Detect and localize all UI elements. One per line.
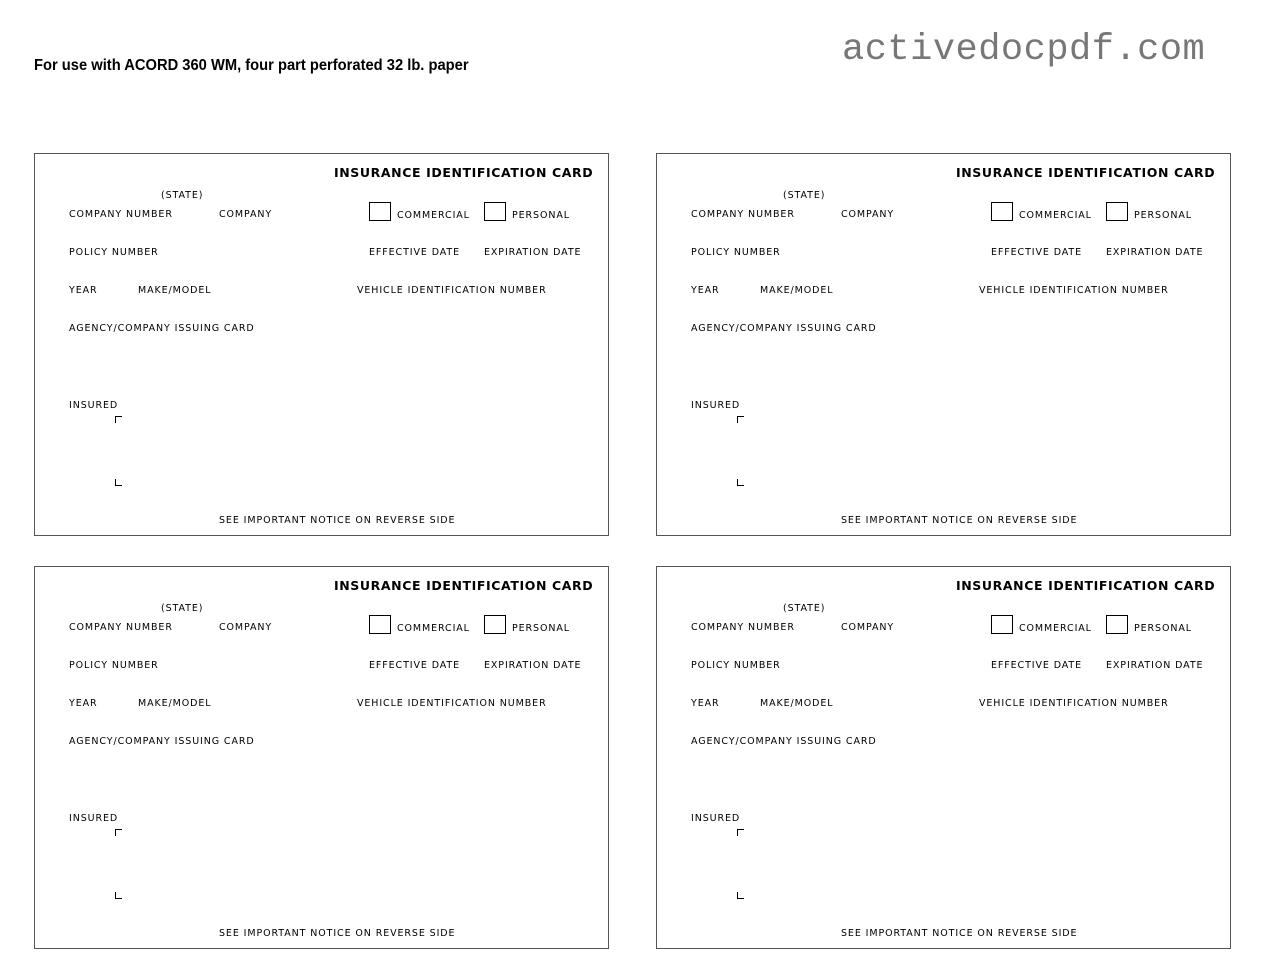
personal-label: PERSONAL <box>512 210 570 221</box>
commercial-label: COMMERCIAL <box>397 210 470 221</box>
company-label: COMPANY <box>841 209 895 220</box>
insured-label: INSURED <box>691 813 741 824</box>
effective-date-label: EFFECTIVE DATE <box>991 247 1083 258</box>
policy-number-label: POLICY NUMBER <box>69 247 159 258</box>
year-label: YEAR <box>691 285 720 296</box>
reverse-side-notice: SEE IMPORTANT NOTICE ON REVERSE SIDE <box>219 515 456 526</box>
company-label: COMPANY <box>219 622 273 633</box>
reverse-side-notice: SEE IMPORTANT NOTICE ON REVERSE SIDE <box>219 928 456 939</box>
address-window-top-corner <box>737 829 744 836</box>
personal-label: PERSONAL <box>512 623 570 634</box>
year-label: YEAR <box>69 698 98 709</box>
commercial-checkbox[interactable] <box>991 202 1013 221</box>
address-window-bottom-corner <box>115 892 122 899</box>
address-window-bottom-corner <box>115 479 122 486</box>
commercial-checkbox[interactable] <box>369 202 391 221</box>
effective-date-label: EFFECTIVE DATE <box>991 660 1083 671</box>
reverse-side-notice: SEE IMPORTANT NOTICE ON REVERSE SIDE <box>841 515 1078 526</box>
state-label: (STATE) <box>161 190 204 201</box>
effective-date-label: EFFECTIVE DATE <box>369 247 461 258</box>
personal-checkbox[interactable] <box>1106 615 1128 634</box>
personal-checkbox[interactable] <box>1106 202 1128 221</box>
address-window-bottom-corner <box>737 479 744 486</box>
reverse-side-notice: SEE IMPORTANT NOTICE ON REVERSE SIDE <box>841 928 1078 939</box>
insurance-id-card-2 <box>656 153 1231 536</box>
watermark: activedocpdf.com <box>842 29 1206 71</box>
expiration-date-label: EXPIRATION DATE <box>484 660 582 671</box>
vin-label: VEHICLE IDENTIFICATION NUMBER <box>979 285 1169 296</box>
year-label: YEAR <box>691 698 720 709</box>
vin-label: VEHICLE IDENTIFICATION NUMBER <box>979 698 1169 709</box>
company-label: COMPANY <box>841 622 895 633</box>
expiration-date-label: EXPIRATION DATE <box>1106 660 1204 671</box>
state-label: (STATE) <box>783 190 826 201</box>
personal-label: PERSONAL <box>1134 623 1192 634</box>
card-title: INSURANCE IDENTIFICATION CARD <box>334 165 594 180</box>
personal-checkbox[interactable] <box>484 202 506 221</box>
card-title: INSURANCE IDENTIFICATION CARD <box>956 578 1216 593</box>
form-usage-note: For use with ACORD 360 WM, four part perforated 32 lb. paper <box>34 57 469 74</box>
insured-label: INSURED <box>69 813 119 824</box>
personal-label: PERSONAL <box>1134 210 1192 221</box>
make-model-label: MAKE/MODEL <box>760 698 834 709</box>
agency-label: AGENCY/COMPANY ISSUING CARD <box>69 323 255 334</box>
company-number-label: COMPANY NUMBER <box>691 209 795 220</box>
company-label: COMPANY <box>219 209 273 220</box>
card-title: INSURANCE IDENTIFICATION CARD <box>334 578 594 593</box>
expiration-date-label: EXPIRATION DATE <box>1106 247 1204 258</box>
agency-label: AGENCY/COMPANY ISSUING CARD <box>691 323 877 334</box>
company-number-label: COMPANY NUMBER <box>691 622 795 633</box>
policy-number-label: POLICY NUMBER <box>691 660 781 671</box>
policy-number-label: POLICY NUMBER <box>691 247 781 258</box>
commercial-label: COMMERCIAL <box>1019 623 1092 634</box>
year-label: YEAR <box>69 285 98 296</box>
personal-checkbox[interactable] <box>484 615 506 634</box>
make-model-label: MAKE/MODEL <box>138 285 212 296</box>
card-title: INSURANCE IDENTIFICATION CARD <box>956 165 1216 180</box>
address-window-bottom-corner <box>737 892 744 899</box>
address-window-top-corner <box>115 829 122 836</box>
effective-date-label: EFFECTIVE DATE <box>369 660 461 671</box>
company-number-label: COMPANY NUMBER <box>69 209 173 220</box>
agency-label: AGENCY/COMPANY ISSUING CARD <box>69 736 255 747</box>
vin-label: VEHICLE IDENTIFICATION NUMBER <box>357 285 547 296</box>
policy-number-label: POLICY NUMBER <box>69 660 159 671</box>
company-number-label: COMPANY NUMBER <box>69 622 173 633</box>
expiration-date-label: EXPIRATION DATE <box>484 247 582 258</box>
commercial-label: COMMERCIAL <box>1019 210 1092 221</box>
commercial-checkbox[interactable] <box>369 615 391 634</box>
commercial-label: COMMERCIAL <box>397 623 470 634</box>
insurance-id-card-4 <box>656 566 1231 949</box>
address-window-top-corner <box>737 416 744 423</box>
commercial-checkbox[interactable] <box>991 615 1013 634</box>
state-label: (STATE) <box>161 603 204 614</box>
address-window-top-corner <box>115 416 122 423</box>
make-model-label: MAKE/MODEL <box>760 285 834 296</box>
insured-label: INSURED <box>69 400 119 411</box>
insured-label: INSURED <box>691 400 741 411</box>
vin-label: VEHICLE IDENTIFICATION NUMBER <box>357 698 547 709</box>
agency-label: AGENCY/COMPANY ISSUING CARD <box>691 736 877 747</box>
make-model-label: MAKE/MODEL <box>138 698 212 709</box>
state-label: (STATE) <box>783 603 826 614</box>
insurance-id-card-3 <box>34 566 609 949</box>
insurance-id-card-1 <box>34 153 609 536</box>
